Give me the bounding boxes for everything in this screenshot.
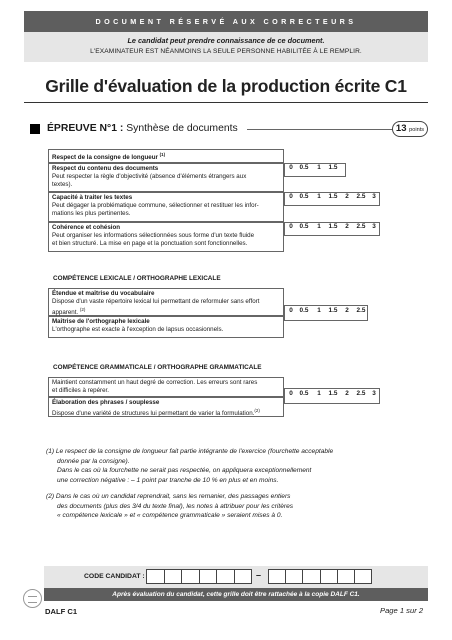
footnote-2: (2) Dans le cas où un candidat reprendrait, sans les remanier, des passages entiers des documents (plus des 3/4 du texte final), les notes à attribuer pour les critères « compétence lexicale » et « compétence grammaticale » seraient mises à 0. [46,493,294,520]
section-subject: Synthèse de documents [126,123,238,134]
score-option[interactable]: 1.5 [328,163,338,171]
lexical-item-1: Étendue et maîtrise du vocabulaire Dispose d'un vaste répertoire lexical lui permettant de reformuler sans effort apparent. $^{(2)}$ [52,290,260,317]
candidate-code-field-1[interactable] [146,569,252,584]
notice-line-2: L'EXAMINATEUR EST NÉANMOINS LA SEULE PERSONNE HABILITÉE À LE REMPLIR. [90,48,362,55]
score-option[interactable]: 0 [289,192,293,200]
score-option[interactable]: 1.5 [328,306,338,314]
criterion-content: Respect du contenu des documents Peut respecter la règle d'objectivité (absence d'éléments étrangers aux textes). [52,165,247,188]
candidate-code-dash: – [256,570,262,580]
candidate-code-field-2[interactable] [268,569,372,584]
footnote-1: (1) Le respect de la consigne de longueur fait partie intégrante de l'exercice (fourchette acceptable donnée par la consigne). Dans le cas où la fourchette ne serait pas respectée, on appliquera exceptionnellement une correction négative : – 1 point par tranche de 10 % en plus et en moins. [46,448,334,484]
score-option[interactable]: 2.5 [356,192,366,200]
reserved-banner: DOCUMENT RÉSERVÉ AUX CORRECTEURS [24,11,428,32]
page-title: Grille d'évaluation de la production écrite C1 [45,76,407,96]
lexical-heading: COMPÉTENCE LEXICALE / ORTHOGRAPHE LEXICALE [53,275,221,282]
score-option[interactable]: 0 [289,163,293,171]
section-divider [247,129,393,130]
score-option[interactable]: 0.5 [299,192,309,200]
score-option[interactable]: 1 [317,163,321,171]
section-title [47,123,238,134]
score-option[interactable]: 1 [317,389,321,397]
criterion-coherence: Cohérence et cohésion Peut organiser les informations sélectionnées sous forme d'un texte fluide et bien structuré. La mise en page et la ponctuation sont fonctionnelles. [52,224,255,247]
candidate-code-label: CODE CANDIDAT : [84,573,145,580]
page-number: Page 1 sur 2 [380,606,424,615]
score-option[interactable]: 1 [317,306,321,314]
score-option[interactable]: 2.5 [356,222,366,230]
grammatical-item-1: Maintient constamment un haut degré de correction. Les erreurs sont rares et difficiles à repérer. [52,379,258,394]
score-option[interactable]: 0.5 [299,163,309,171]
points-value: 13 [395,123,407,134]
notice-box [24,32,428,62]
score-option[interactable]: 0.5 [299,389,309,397]
score-option[interactable]: 1 [317,192,321,200]
score-option[interactable]: 0.5 [299,222,309,230]
score-option[interactable]: 1 [317,222,321,230]
score-option[interactable]: 0 [289,222,293,230]
score-option[interactable]: 2 [345,192,349,200]
score-option[interactable]: 1.5 [328,389,338,397]
score-option[interactable]: 3 [372,389,376,397]
score-option[interactable]: 1.5 [328,222,338,230]
points-unit: points [409,127,425,133]
score-option[interactable]: 2.5 [356,306,366,314]
section-marker-icon [30,124,40,134]
score-option[interactable]: 0.5 [299,306,309,314]
grammatical-heading: COMPÉTENCE GRAMMATICALE / ORTHOGRAPHE GRAMMATICALE [53,364,262,371]
section-name: ÉPREUVE N°1 : [47,123,124,134]
score-option[interactable]: 2 [345,222,349,230]
score-option[interactable]: 0 [289,306,293,314]
score-option[interactable]: 0 [289,389,293,397]
exam-label: DALF C1 [45,607,78,616]
title-divider [24,102,428,103]
logo-icon [23,589,42,608]
score-option[interactable]: 3 [372,222,376,230]
notice-line-1: Le candidat peut prendre connaissance de ce document. [127,36,325,45]
attachment-notice: Après évaluation du candidat, cette grille doit être rattachée à la copie DALF C1. [44,588,428,601]
score-option[interactable]: 2.5 [356,389,366,397]
lexical-item-2: Maîtrise de l'orthographe lexicale L'orthographe est exacte à l'exception de lapsus occasionnels. [52,318,224,333]
criterion-texts: Capacité à traiter les textes Peut dégager la problématique commune, sélectionner et restituer les infor- mations les plus pertinentes. [52,194,259,217]
score-option[interactable]: 1.5 [328,192,338,200]
points-badge [392,121,428,137]
criterion-length-title: Respect de la consigne de longueur $^{(1)}$ [52,152,166,162]
score-option[interactable]: 3 [372,192,376,200]
score-option[interactable]: 2 [345,306,349,314]
grammatical-item-2: Élaboration des phrases / souplesse Dispose d'une variété de structures lui permettant de varier la formulation.$^{(2)}$ [52,399,260,418]
score-option[interactable]: 2 [345,389,349,397]
